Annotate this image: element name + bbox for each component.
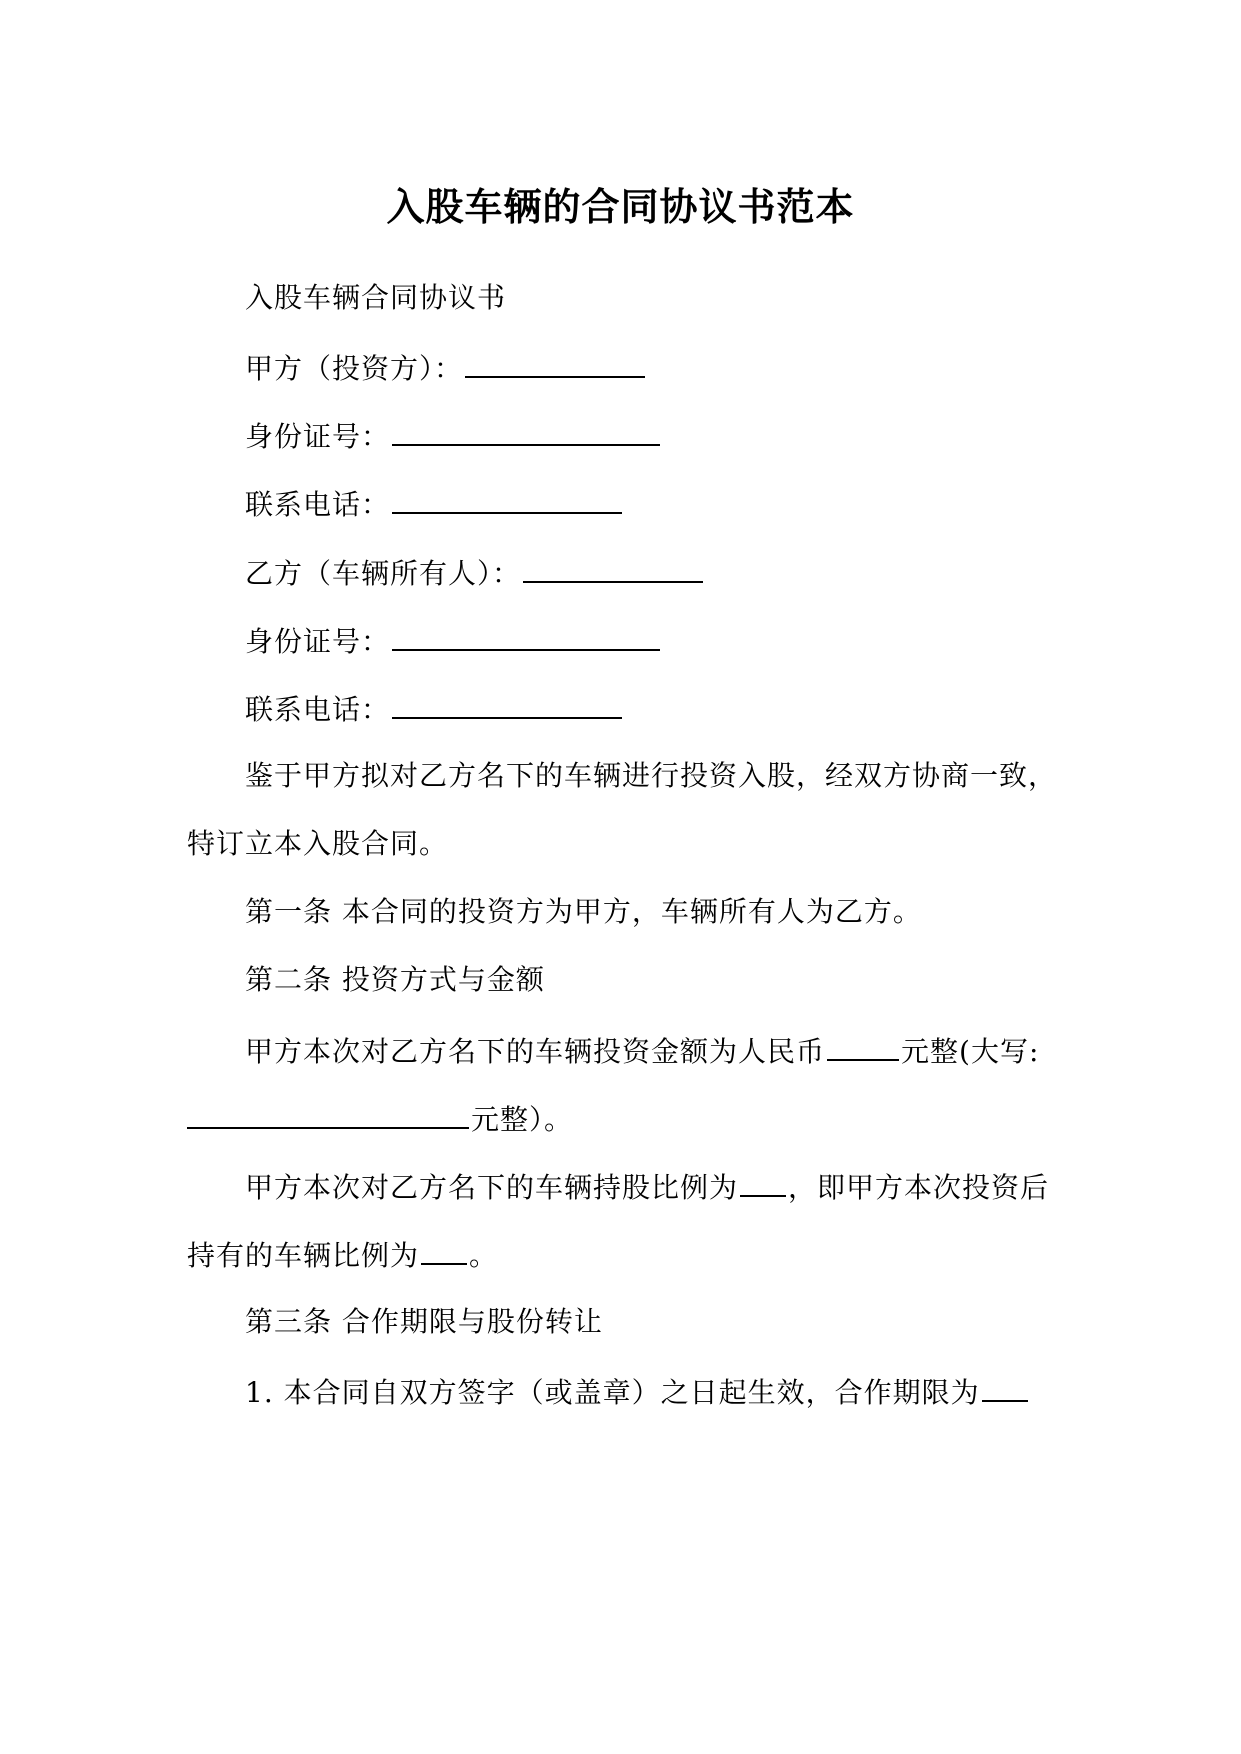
held-ratio-blank: [421, 1233, 467, 1265]
preamble-line-2: 特订立本入股合同。: [187, 827, 449, 860]
party-a-label: 甲方（投资方）：: [245, 352, 464, 385]
party-a-phone-line: [245, 482, 624, 525]
amount-text-b: 元整(大写:: [901, 1035, 1040, 1068]
share-ratio-blank: [740, 1165, 786, 1197]
amount-line-1: [245, 1029, 1039, 1072]
clause-1: [245, 1370, 1030, 1413]
party-b-id-blank: [392, 619, 660, 651]
party-a-id-blank: [392, 414, 660, 446]
party-a-name-blank: [465, 346, 645, 378]
amount-line-2: [187, 1097, 573, 1140]
share-line-2-text-b: 。: [469, 1239, 499, 1272]
contract-subtitle: 入股车辆合同协议书: [245, 281, 507, 314]
article-3-heading: 第三条 合作期限与股份转让: [245, 1305, 603, 1338]
party-a-line: [245, 346, 647, 389]
party-b-name-blank: [523, 551, 703, 583]
share-line-2: [187, 1233, 498, 1276]
amount-number-blank: [827, 1029, 899, 1061]
party-b-line: [245, 551, 705, 594]
party-a-phone-label: 联系电话：: [245, 488, 391, 521]
term-blank: [982, 1370, 1028, 1402]
party-a-phone-blank: [392, 482, 622, 514]
article-2-heading: 第二条 投资方式与金额: [245, 963, 545, 996]
party-b-id-line: [245, 619, 662, 662]
party-b-id-label: 身份证号：: [245, 625, 391, 658]
party-b-phone-blank: [392, 687, 622, 719]
article-1: 第一条 本合同的投资方为甲方，车辆所有人为乙方。: [245, 895, 922, 928]
clause-1-text: 1. 本合同自双方签字（或盖章）之日起生效，合作期限为: [245, 1376, 980, 1409]
share-line-2-text-a: 持有的车辆比例为: [187, 1239, 420, 1272]
amount-text-a: 甲方本次对乙方名下的车辆投资金额为人民币: [245, 1035, 826, 1068]
preamble-line-1: 鉴于甲方拟对乙方名下的车辆进行投资入股，经双方协商一致，: [245, 759, 1058, 792]
amount-words-blank: [187, 1097, 469, 1129]
amount-line-2-text: 元整）。: [471, 1103, 574, 1136]
share-text-a: 甲方本次对乙方名下的车辆持股比例为: [245, 1171, 739, 1204]
share-text-b: ，即甲方本次投资后: [788, 1171, 1050, 1204]
document-title: 入股车辆的合同协议书范本: [386, 184, 855, 229]
party-b-label: 乙方（车辆所有人）：: [245, 557, 522, 590]
party-a-id-line: [245, 414, 662, 457]
party-b-phone-line: [245, 687, 624, 730]
share-line-1: [245, 1165, 1049, 1208]
party-b-phone-label: 联系电话：: [245, 693, 391, 726]
party-a-id-label: 身份证号：: [245, 420, 391, 453]
